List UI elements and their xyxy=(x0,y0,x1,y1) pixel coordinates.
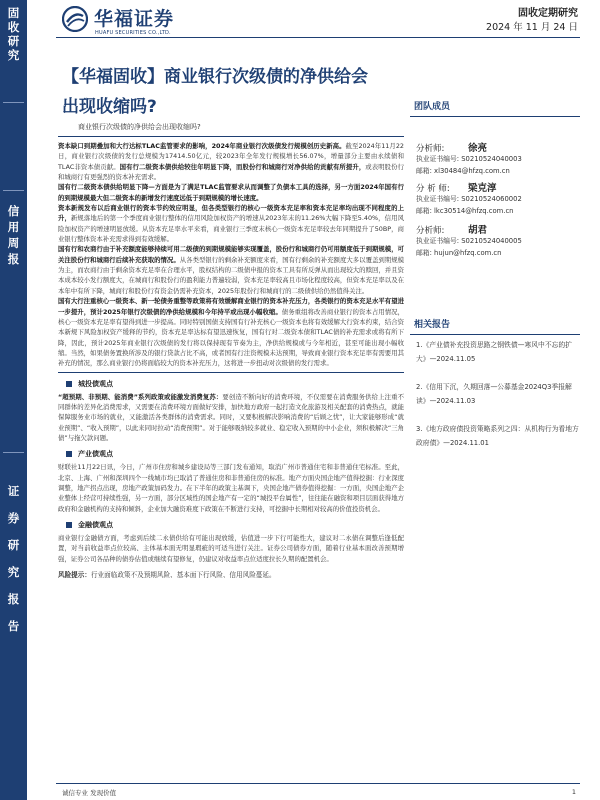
sidebar-char: 报 xyxy=(7,592,20,606)
section-underline xyxy=(410,116,580,117)
section-underline xyxy=(410,334,580,335)
paragraph xyxy=(58,244,404,296)
sidebar-char: 证 xyxy=(7,484,20,498)
paragraph-emphasis: 资本缺口到期叠加和大行达标TLAC监管要求的影响，2024年商业银行次级债发行规模创历史新高。 xyxy=(58,142,346,150)
analyst-card xyxy=(416,222,580,259)
analyst-email[interactable]: 邮箱: xl30484@hfzq.com.cn xyxy=(416,166,510,175)
sidebar-char: 信 xyxy=(7,204,20,218)
paragraph-text: 当然，如果债务置换所涉及的银行贷款占比不高，或者国有行注资规模未达预期，导致商业银行资本充足率有需要用其补充的情况，那么商业银行仍将面临较大的资本补充压力，这将进一步扭动对次级债的发行需求。 xyxy=(58,348,405,368)
sidebar-char: 用 xyxy=(7,220,20,234)
paragraph: 财联社11月22日讯，今日，广州市住房和城乡建设局等三部门发布通知，取消广州市普通住宅和非普通住宅标准。至此，北京、上海、广州和深圳四个一线城市均已取消了普通住房和非普通住房的标准。地产方面央国企地产值得挖掘：行业深度调整，地产拐点出现，房地产政策加码发力。在下半年的政策主基调下，央国企地产债券值得挖掘：一方面，央国企地产企业整体上经营可持续性强，另一方面，部分区域性的国企地产有一定的“城投平台属性”，往往能在融资和项目层面获得地方政府和金融机构的支持和倾斜，企业加大融资难度下政策在不断进行支持，可挖掘中长期相对较高的价值投资机会。 xyxy=(58,463,404,513)
paragraph-emphasis: 资本新规发布以后商业银行的资本节约效应明显，但各类型银行的核心一级资本充足率和资本充足率均出现不同程度的上升， xyxy=(58,204,404,223)
subsection-title: 产业债观点 xyxy=(78,450,113,459)
team-section-header xyxy=(410,100,580,117)
paragraph-text: 截至2024年11月22日，商业银行次级债的发行总规模为17414.50亿元，较2023年全年发行规模增长56.07%，增量部分主要由永续债和TLAC非资本债贡献。 xyxy=(58,142,404,171)
paragraph-text: 债务重组将改善商业银行的资本占用情况，核心一级资本充足率有望得到进一步提高。同时特别国债支持国有行补充核心一级资本也将有效缓解大行资本约束，结合资本新规下风险加权资产缓释的节约，资本充足率达标有望迅速恢复，国有行对二级资本债和TLAC债的补充需求或将有所下降，因此，预计2025年商业银行次级债的发行将以保持现有节奏为主，净供给规模或与今年相近，甚至可能出现小幅收缩。 xyxy=(58,307,404,357)
paragraph-emphasis: 国有行和农商行由于补充额度能够持续可用二级债的到期规模能够实现覆盖，股份行和城商行仍可用额度低于到期规模，可关注股份行和城商行后续补充获取的情况。 xyxy=(58,245,404,264)
square-bullet-icon xyxy=(66,381,72,387)
main-content xyxy=(58,122,404,580)
sidebar-char: 告 xyxy=(7,619,20,633)
analyst-license: 执业证书编号: S0210524040003 xyxy=(416,155,522,163)
risk-label: 风险提示： xyxy=(58,571,91,580)
risk-warning xyxy=(58,570,404,580)
logo-mark-icon xyxy=(62,6,88,32)
team-label: 团队成员 xyxy=(414,102,451,112)
analyst-email[interactable]: 邮箱: lkc30514@hfzq.com.cn xyxy=(416,206,514,215)
risk-text: 行业面临政策不及预期风险、基本面下行风险、信用风险蔓延。 xyxy=(90,571,276,580)
paragraph-emphasis: “超预期、非预期、能消费”系列政策或能激发消费复苏： xyxy=(58,392,223,401)
analyst-name: 梁克淳 xyxy=(468,183,497,194)
subsection-heading xyxy=(66,449,404,459)
footer-divider xyxy=(56,783,580,784)
sidebar-char: 收 xyxy=(7,20,20,34)
paragraph xyxy=(58,203,404,244)
subsection-title: 城投债观点 xyxy=(78,379,113,388)
sidebar-category-securities-report xyxy=(3,478,24,640)
report-date: 2024 年 11 月 24 日 xyxy=(486,22,578,33)
paragraph-text: 从各类型银行的剩余补充额度来看，国有行剩余的补充额度大多以覆盖到期规模为主，而农商行由于剩余资本充足率在合理水平，股权结构的二级债申报的资本工具有所反弹从而出现较大的赎回，并且资本成本较小发行额度大，在城商行和股份行的盈利能力普遍较弱，资本充足率较高且市场化程度较高，但资本充足率以及在本年中有所下降，城商行和股份行有资金仍需补充资本，2025年股份行和城商行的二级债供给仍然值得关注。 xyxy=(58,255,405,295)
section-divider xyxy=(58,136,404,137)
subsection-heading xyxy=(66,520,404,530)
paragraph xyxy=(58,182,404,203)
sidebar-char: 周 xyxy=(7,236,20,250)
analyst-license: 执业证书编号: S0210524060002 xyxy=(416,195,522,203)
paragraph-text: 新规落地后的第一个季度商业银行整体的信用风险加权资产的增速从2023年末的11.26%大幅下降至5.40%，信用风险加权资产的增速明显放缓。从资本充足率水平来看，商业银行三季度末核心一级资本充足率较去年同期提升了50BP，商业银行整体资本补充需求得到有效缓解。 xyxy=(58,214,404,244)
subsection-heading xyxy=(66,379,404,389)
footer-slogan: 诚信专业 发现价值 xyxy=(62,789,117,797)
sidebar-divider xyxy=(3,102,24,103)
related-report-link[interactable]: 2.《信用下沉，久期回落—公募基金2024Q3季报解读》—2024.11.03 xyxy=(416,383,572,405)
logo-subtext: HUAFU SECURITIES CO.,LTD. xyxy=(95,30,171,36)
analyst-label: 分 析 师: xyxy=(416,184,450,194)
related-label: 相关报告 xyxy=(414,320,451,330)
analyst-name: 胡君 xyxy=(468,225,488,236)
analyst-email[interactable]: 邮箱: hujun@hfzq.com.cn xyxy=(416,248,502,257)
page-number: 1 xyxy=(571,788,576,796)
sidebar-category-credit-weekly xyxy=(3,203,24,267)
square-bullet-icon xyxy=(66,451,72,457)
left-sidebar-band xyxy=(0,0,27,800)
paragraph: 商业银行金融债方面，考虑到后续二永债供给有可能出现放缓，估值进一步下行可能性大，建议对二永债在调整后逢低配置，对当前收益率点位较高、主体基本面无明显瑕疵的可适当进行关注。证券公司债券方面，随着行业基本面改善预期增强，证券公司各品种的债券估值或继续有望修复，仍建议对收益率点位适度拉长久期的配置机会。 xyxy=(58,534,404,563)
title-line: 出现收缩吗? xyxy=(62,97,157,117)
section-divider xyxy=(58,372,404,373)
logo-text: 华福证券 xyxy=(94,8,175,30)
header-divider xyxy=(56,37,580,38)
analyst-name: 徐亮 xyxy=(468,143,488,154)
paragraph xyxy=(58,392,404,444)
paragraph-emphasis: 国有行二级资本债供给明显下降—方面是为了满足TLAC监管要求从而调整了负债本工具的选择，另一方面2024年国有行的到期规模最大但二级资本的新增发行速度远低于到期规模的增长速度。 xyxy=(58,183,404,202)
sidebar-divider xyxy=(3,452,24,453)
sidebar-char: 券 xyxy=(7,511,20,525)
paragraph-emphasis: 国有行二级资本债供给较往年明显下降，而股份行和城商行对净供给的贡献有所提升， xyxy=(119,162,366,171)
sidebar-divider xyxy=(3,190,24,191)
sidebar-char: 研 xyxy=(7,538,20,552)
paragraph xyxy=(58,296,404,368)
paragraph xyxy=(58,141,404,182)
title-line: 【华福固收】商业银行次级债的净供给会 xyxy=(62,67,368,87)
sidebar-char: 研 xyxy=(7,34,20,48)
company-logo xyxy=(62,4,222,40)
sidebar-category-fixed-income xyxy=(3,6,24,62)
paragraph-text: 或表明股份行和城商行有更强烈的资本补充需求。 xyxy=(58,162,404,182)
square-bullet-icon xyxy=(66,522,72,528)
analyst-card xyxy=(416,140,580,177)
analyst-license: 执业证书编号: S0210524040005 xyxy=(416,237,522,245)
sidebar-char: 报 xyxy=(7,252,20,266)
sidebar-char: 究 xyxy=(7,565,20,579)
sidebar-char: 固 xyxy=(7,6,20,20)
paragraph-text: 要创造不断向好的消费环境，不仅需要在消费服务供给上注重不同群体的差异化消费需求，又需要在消费环境方面做好安排，加快地方政府一起打造文化旅游及相关配套的消费热点，就能保障服务业市场的就业，又能激活各类群体的消费需求。同时，又要积极解决影响消费的“后顾之忧”，让大家能够形成“就业预期”、“收入预期”，以此来同时拉动“消费预期”。对于能够吸纳较多就业、稳定收入预期的中小企业，须积极解决“三角债”与拖欠款问题。 xyxy=(58,392,405,442)
report-type: 固收定期研究 xyxy=(518,8,578,19)
subsection-title: 金融债观点 xyxy=(78,521,113,529)
related-report-link[interactable]: 1.《产业债补充投资思路之钢铁债—寒风中不忘的扩大》—2024.11.05 xyxy=(416,341,573,363)
sidebar-char: 究 xyxy=(7,48,20,62)
analyst-card xyxy=(416,180,580,217)
related-section-header xyxy=(410,318,580,335)
section-question: 商业银行次级债的净供给会出现收缩吗? xyxy=(78,123,201,131)
paragraph-emphasis: 国有大行注重核心一级资本、新一轮债务重整等政策将有效缓解商业银行的资本补充压力，各类银行的资本充足水平有望进一步提升，预计2025年银行次级债的净供给规模和今年持平或出现小幅收缩。 xyxy=(58,297,404,316)
related-report-link[interactable]: 3.《地方政府债投资策略系列之四：从机构行为看地方政府债》—2024.11.01 xyxy=(416,425,579,447)
analyst-label: 分析师: xyxy=(416,226,445,236)
page-title xyxy=(62,62,402,122)
analyst-label: 分析师: xyxy=(416,144,445,154)
